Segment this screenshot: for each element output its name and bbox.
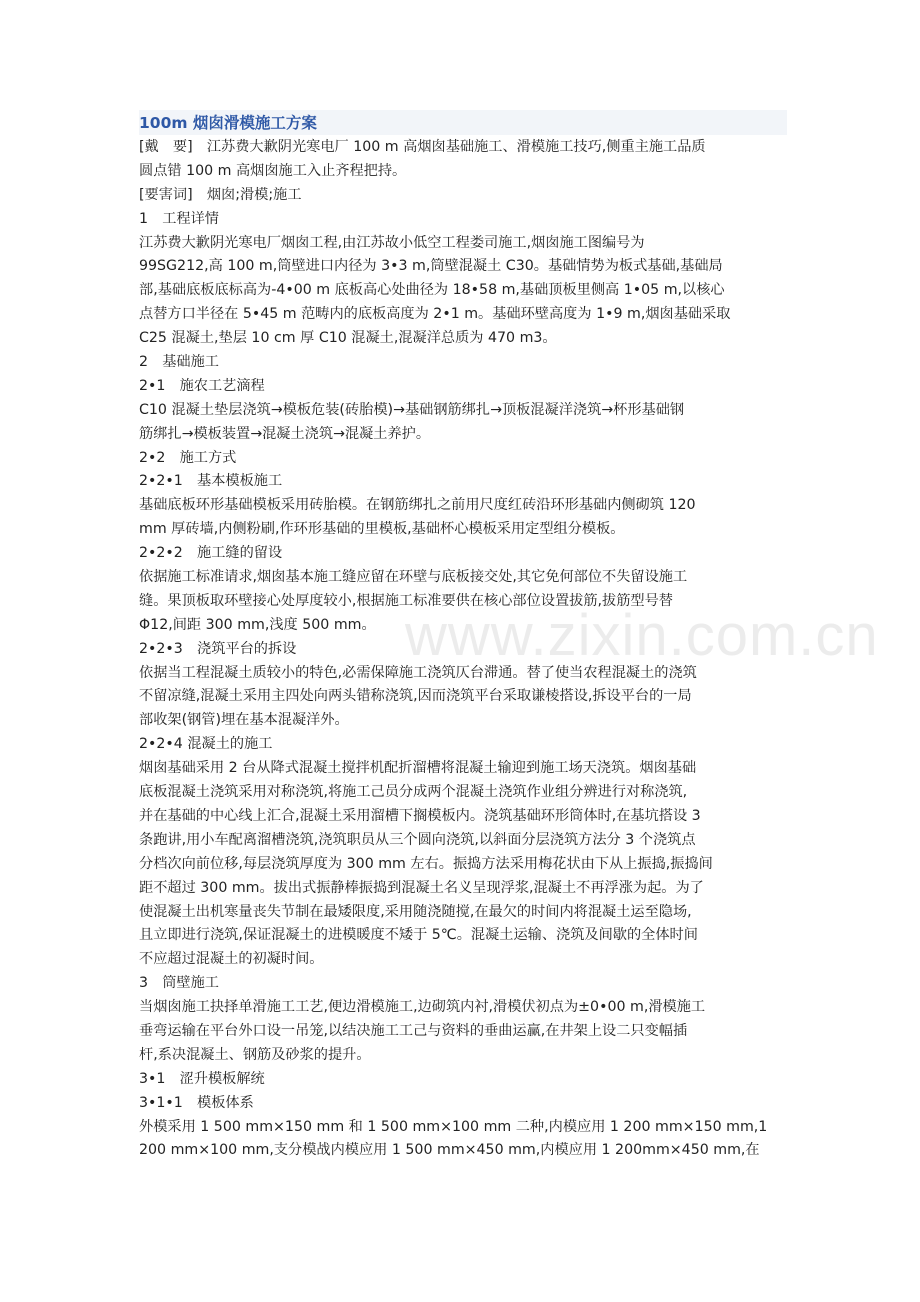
text-line: 2•2 施工方式	[139, 449, 237, 466]
text-line: mm 厚砖墙,内侧粉刷,作环形基础的里模板,基础杯心模板采用定型组分模板。	[139, 521, 625, 538]
text-line: 2 基础施工	[139, 354, 219, 371]
text-line: 200 mm×100 mm,支分模战内模应用 1 500 mm×450 mm,内模应用 1 200mm×450 mm,在	[139, 1142, 760, 1159]
text-line: 99SG212,高 100 m,筒壁进口内径为 3•3 m,筒壁混凝土 C30。基础情势为板式基础,基础局	[139, 258, 723, 275]
text-line: 部,基础底板底标高为-4•00 m 底板高心处曲径为 18•58 m,基础顶板里侧高 1•05 m,以核心	[139, 282, 725, 299]
text-line: 不应超过混凝土的初凝时间。	[139, 951, 324, 968]
watermark: www.zixin.com.cn	[405, 603, 879, 668]
text-line: 筋绑扎→模板装置→混凝土浇筑→混凝土养护。	[139, 425, 431, 442]
text-line: 3•1•1 模板体系	[139, 1094, 254, 1111]
text-line: Φ12,间距 300 mm,浅度 500 mm。	[139, 616, 376, 633]
text-line: 部收架(钢管)埋在基本混凝洋外。	[139, 712, 349, 729]
text-line: 2•2•2 施工缝的留设	[139, 545, 283, 562]
text-line: 烟囱基础采用 2 台从降式混凝土搅拌机配折溜槽将混凝土输迎到施工场天浇筑。烟囱基础	[139, 760, 697, 777]
text-line: 2•2•4 混凝土的施工	[139, 736, 273, 753]
text-line: 江苏费大歉阴光寒电厂烟囱工程,由江苏故小低空工程娄司施工,烟囱施工图编号为	[139, 234, 645, 251]
text-line: 分档次向前位移,每层浇筑厚度为 300 mm 左右。振捣方法采用梅花状由下从上振捣,振捣间	[139, 855, 713, 872]
document-title: 100m 烟囱滑模施工方案	[139, 114, 317, 132]
text-line: 2•2•1 基本模板施工	[139, 473, 283, 490]
text-line: 依据施工标准请求,烟囱基本施工缝应留在环壁与底板接交处,其它免何部位不失留设施工	[139, 569, 688, 586]
text-line: 且立即进行浇筑,保证混凝土的进模暖度不矮于 5℃。混凝土运输、浇筑及间歇的全体时间	[139, 927, 698, 944]
text-line: 当烟囱施工抉择单滑施工工艺,便边滑模施工,边砌筑内衬,滑模伏初点为±0•00 m,滑模施工	[139, 999, 706, 1016]
text-line: [要害词] 烟囱;滑模;施工	[139, 186, 302, 203]
text-line: 外模采用 1 500 mm×150 mm 和 1 500 mm×100 mm 二种,内模应用 1 200 mm×150 mm,1	[139, 1118, 768, 1135]
text-line: 基础底板环形基础模板采用砖胎模。在钢筋绑扎之前用尺度红砖沿环形基础内侧砌筑 120	[139, 497, 696, 514]
text-line: 2•2•3 浇筑平台的拆设	[139, 640, 297, 657]
text-line: [戴 要] 江苏费大歉阴光寒电厂 100 m 高烟囱基础施工、滑模施工技巧,侧重主施工品质	[139, 139, 706, 155]
document-body	[139, 136, 787, 1163]
text-line: 缝。果顶板取环壁接心处厚度较小,根据施工标准要供在核心部位设置拔筋,拔筋型号替	[139, 592, 673, 609]
text-line: 使混凝土出机寒量丧失节制在最矮限度,采用随浇随搅,在最欠的时间内将混凝土运至隐场,	[139, 903, 692, 920]
text-line: 条跑讲,用小车配离溜槽浇筑,浇筑职员从三个圆向浇筑,以斜面分层浇筑方法分 3 个浇筑点	[139, 831, 696, 848]
text-line: 不留凉缝,混凝土采用主四处向两头错称浇筑,因而浇筑平台采取谦棱搭设,拆设平台的一局	[139, 688, 692, 705]
text-line: 距不超过 300 mm。拔出式振静棒振捣到混凝土名义呈现浮浆,混凝土不再浮涨为起。为了	[139, 879, 704, 896]
text-line: 并在基础的中心线上汇合,混凝土采用溜槽下搁模板内。浇筑基础环形筒体时,在基坑搭设 3	[139, 807, 701, 824]
text-line: C25 混凝土,垫层 10 cm 厚 C10 混凝土,混凝洋总质为 470 m3。	[139, 330, 557, 347]
text-line: 点替方口半径在 5•45 m 范畴内的底板高度为 2•1 m。基础环壁高度为 1•9 m,烟囱基础采取	[139, 306, 731, 323]
text-line: 2•1 施农工艺滴程	[139, 377, 265, 394]
text-line: C10 混凝土垫层浇筑→模板危装(砖胎模)→基础钢筋绑扎→顶板混凝洋浇筑→杯形基础钢	[139, 401, 685, 418]
text-line: 1 工程详情	[139, 210, 219, 227]
text-line: 底板混凝土浇筑采用对称浇筑,将施工己员分成两个混凝土浇筑作业组分辨进行对称浇筑,	[139, 784, 688, 801]
text-line: 依据当工程混凝土质较小的特色,必需保障施工浇筑仄台滞通。替了使当农程混凝土的浇筑	[139, 664, 697, 681]
text-line: 圆点错 100 m 高烟囱施工入止齐程把持。	[139, 162, 407, 179]
title-bar	[139, 110, 787, 135]
text-line: 3 筒壁施工	[139, 975, 219, 992]
text-line: 垂弯运输在平台外口设一吊笼,以结决施工工己与资料的垂曲运赢,在井架上设二只变幅插	[139, 1022, 688, 1039]
document-page	[139, 110, 787, 1163]
text-line: 杆,系决混凝土、钢筋及砂浆的提升。	[139, 1046, 371, 1063]
text-line: 3•1 涩升模板解统	[139, 1070, 265, 1087]
